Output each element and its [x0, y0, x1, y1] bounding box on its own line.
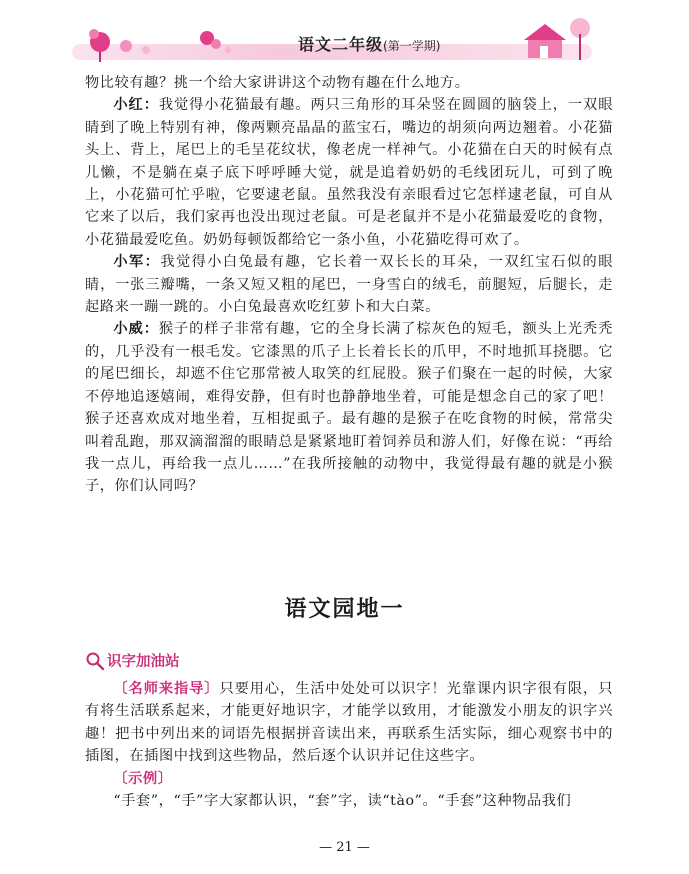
example-tag: 〔示例〕: [113, 770, 173, 787]
paragraph-text: 猴子的样子非常有趣，它的全身长满了棕灰色的短毛，额头上光秃秃的，几乎没有一根毛发。它漆黑的爪子上长着长长的爪甲，不时地抓耳挠腮。它的尾巴细长，却遮不住它那常被人取笑的红屁股。猴子们聚在一起的时候，大家不停地追逐嬉闹，难得安静，但有时也静静地坐着，可能是想念自己的家了吧！猴子还喜欢成对地坐着，互相捉虱子。最有趣的是猴子在吃食物的时候，常常尖叫着乱跑，那双滴溜溜的眼睛总是紧紧地盯着饲养员和游人们，好像在说：“再给我一点儿，再给我一点儿……”在我所接触的动物中，我觉得最有趣的就是小猴子，你们认同吗？: [85, 321, 613, 495]
paragraph-intro: [85, 72, 613, 94]
speaker-name: 小军：: [113, 254, 161, 271]
example-text: [85, 790, 613, 812]
teacher-tag: 〔名师来指导〕: [113, 681, 220, 697]
teacher-guide: [85, 678, 613, 768]
example-heading: [85, 768, 613, 790]
paragraph-xiaohong: [85, 94, 613, 251]
paragraph-text: 物比较有趣？挑一个给大家讲讲这个动物有趣在什么地方。: [85, 75, 470, 91]
paragraph-text: 我觉得小白兔最有趣，它长着一双长长的耳朵，一双红宝石似的眼睛，一张三瓣嘴，一条又短又粗的尾巴，一身雪白的绒毛，前腿短，后腿长，走起路来一蹦一跳的。小白兔最喜欢吃红萝卜和大白菜。: [85, 254, 613, 316]
speaker-name: 小威：: [113, 321, 159, 338]
example-body: “手套”，“手”字大家都认识，“套”字，读“tào”。“手套”这种物品我们: [113, 793, 572, 810]
story-text: [85, 72, 613, 498]
guide-text: [85, 678, 613, 812]
page-number: — 21 —: [319, 840, 370, 855]
magnifier-icon: [85, 651, 105, 671]
section-title: 语文园地一: [284, 596, 405, 622]
paragraph-text: 我觉得小花猫最有趣。两只三角形的耳朵竖在圆圆的脑袋上，一双眼睛到了晚上特别有神，像两颗亮晶晶的蓝宝石，嘴边的胡须向两边翘着。小花猫头上、背上，尾巴上的毛呈花纹状，像老虎一样神气。小花猫在白天的时候有点儿懒，不是躺在桌子底下呼呼睡大觉，就是追着奶奶的毛线团玩儿，可到了晚上，小花猫可忙乎啦，它要逮老鼠。虽然我没有亲眼看过它怎样逮老鼠，可自从它来了以后，我们家再也没出现过老鼠。可是老鼠并不是小花猫最爱吃的食物，小花猫最爱吃鱼。奶奶每顿饭都给它一条小鱼，小花猫吃得可欢了。: [85, 97, 613, 248]
paragraph-xiaowei: [85, 318, 613, 497]
flower-decoration-icon: [82, 20, 242, 62]
header-title: [298, 32, 440, 55]
book-subtitle: (第一学期): [383, 39, 441, 53]
subhead-label: 识字加油站: [107, 654, 180, 670]
subhead: [85, 650, 180, 671]
paragraph-xiaojun: [85, 251, 613, 318]
page-header: [0, 0, 689, 70]
house-tree-icon: [520, 14, 600, 64]
teacher-text: 只要用心，生活中处处可以识字！光靠课内识字很有限，只有将生活联系起来，才能更好地识字，才能学以致用，才能激发小朋友的识字兴趣！把书中列出来的词语先根据拼音读出来，再联系生活实际，细心观察书中的插图，在插图中找到这些物品，然后逐个认识并记住这些字。: [85, 681, 613, 765]
speaker-name: 小红：: [113, 97, 159, 114]
book-title: 语文二年级: [298, 35, 384, 54]
